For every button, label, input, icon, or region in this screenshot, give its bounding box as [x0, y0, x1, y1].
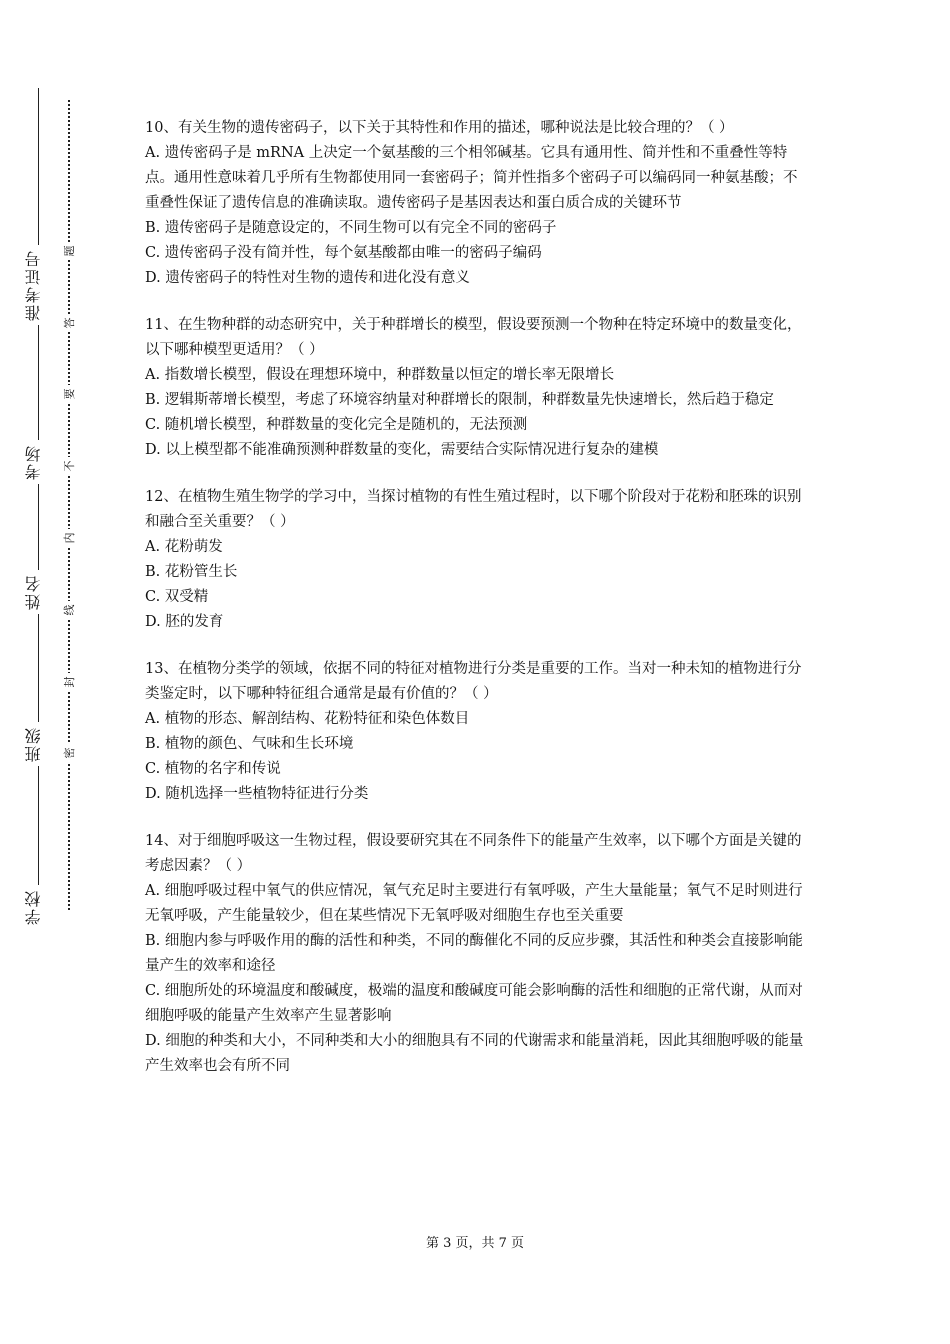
- question-stem: 11、在生物种群的动态研究中，关于种群增长的模型，假设要预测一个物种在特定环境中的数量变化，以下哪种模型更适用？（ ）: [145, 317, 802, 358]
- class-label: 班级: [22, 722, 52, 766]
- option-b: B. 植物的颜色、气味和生长环境: [145, 736, 354, 752]
- question-13: [145, 657, 810, 807]
- option-c: C. 植物的名字和传说: [145, 761, 281, 777]
- question-list: [145, 116, 810, 1101]
- option-d: D. 细胞的种类和大小，不同种类和大小的细胞具有不同的代谢需求和能量消耗，因此其细胞呼吸的能量产生效率也会有所不同: [145, 1033, 804, 1074]
- seal-char: 不: [61, 457, 77, 475]
- seal-char: 内: [61, 529, 77, 547]
- option-a: A. 植物的形态、解剖结构、花粉特征和染色体数目: [145, 711, 470, 727]
- option-a: A. 细胞呼吸过程中氧气的供应情况，氧气充足时主要进行有氧呼吸，产生大量能量；氧气不足时则进行无氧呼吸，产生能量较少，但在某些情况下无氧呼吸对细胞生存也至关重要: [145, 883, 803, 924]
- name-label: 姓名: [22, 570, 52, 614]
- option-d: D. 随机选择一些植物特征进行分类: [145, 786, 369, 802]
- option-c: C. 双受精: [145, 589, 209, 605]
- page-footer: 第 3 页，共 7 页: [425, 1236, 525, 1251]
- question-12: [145, 485, 810, 635]
- binding-strip: [0, 0, 80, 1344]
- seal-char: 要: [61, 385, 77, 403]
- question-stem: 10、有关生物的遗传密码子，以下关于其特性和作用的描述，哪种说法是比较合理的？（ ）: [145, 120, 734, 136]
- option-a: A. 花粉萌发: [145, 539, 223, 555]
- seal-char: 题: [61, 242, 77, 260]
- question-14: [145, 829, 810, 1079]
- question-stem: 14、对于细胞呼吸这一生物过程，假设要研究其在不同条件下的能量产生效率，以下哪个方面是关键的考虑因素？（ ）: [145, 833, 802, 874]
- seal-char: 封: [61, 673, 77, 691]
- option-b: B. 遗传密码子是随意设定的，不同生物可以有完全不同的密码子: [145, 220, 557, 236]
- question-11: [145, 313, 810, 463]
- seal-char: 密: [61, 744, 77, 762]
- option-a: A. 指数增长模型，假设在理想环境中，种群数量以恒定的增长率无限增长: [145, 367, 615, 383]
- option-d: D. 以上模型都不能准确预测种群数量的变化，需要结合实际情况进行复杂的建模: [145, 442, 659, 458]
- question-stem: 12、在植物生殖生物学的学习中，当探讨植物的有性生殖过程时，以下哪个阶段对于花粉和胚珠的识别和融合至关重要？（ ）: [145, 489, 802, 530]
- option-b: B. 细胞内参与呼吸作用的酶的活性和种类，不同的酶催化不同的反应步骤，其活性和种类会直接影响能量产生的效率和途径: [145, 933, 803, 974]
- question-10: [145, 116, 810, 291]
- binding-line: [38, 88, 39, 928]
- option-c: C. 细胞所处的环境温度和酸碱度，极端的温度和酸碱度可能会影响酶的活性和细胞的正常代谢，从而对细胞呼吸的能量产生效率产生显著影响: [145, 983, 803, 1024]
- option-c: C. 遗传密码子没有简并性，每个氨基酸都由唯一的密码子编码: [145, 245, 542, 261]
- option-d: D. 胚的发育: [145, 614, 224, 630]
- option-d: D. 遗传密码子的特性对生物的遗传和进化没有意义: [145, 270, 470, 286]
- school-label: 学校: [22, 885, 52, 929]
- exam-room-label: 考场: [22, 440, 52, 484]
- option-b: B. 逻辑斯蒂增长模型，考虑了环境容纳量对种群增长的限制，种群数量先快速增长，然后趋于稳定: [145, 392, 774, 408]
- seal-dotted-line: [68, 100, 70, 910]
- seal-char: 答: [61, 314, 77, 332]
- option-a: A. 遗传密码子是 mRNA 上决定一个氨基酸的三个相邻碱基。它具有通用性、简并性和不重叠性等特点。通用性意味着几乎所有生物都使用同一套密码子；简并性指多个密码子可以编码同一种氨基酸；不重叠性保证了遗传信息的准确读取。遗传密码子是基因表达和蛋白质合成的关键环节: [145, 145, 798, 211]
- question-stem: 13、在植物分类学的领域，依据不同的特征对植物进行分类是重要的工作。当对一种未知的植物进行分类鉴定时，以下哪种特征组合通常是最有价值的？（ ）: [145, 661, 802, 702]
- option-c: C. 随机增长模型，种群数量的变化完全是随机的，无法预测: [145, 417, 528, 433]
- exam-number-label: 准考证号: [22, 245, 52, 325]
- option-b: B. 花粉管生长: [145, 564, 238, 580]
- seal-char: 线: [61, 601, 77, 619]
